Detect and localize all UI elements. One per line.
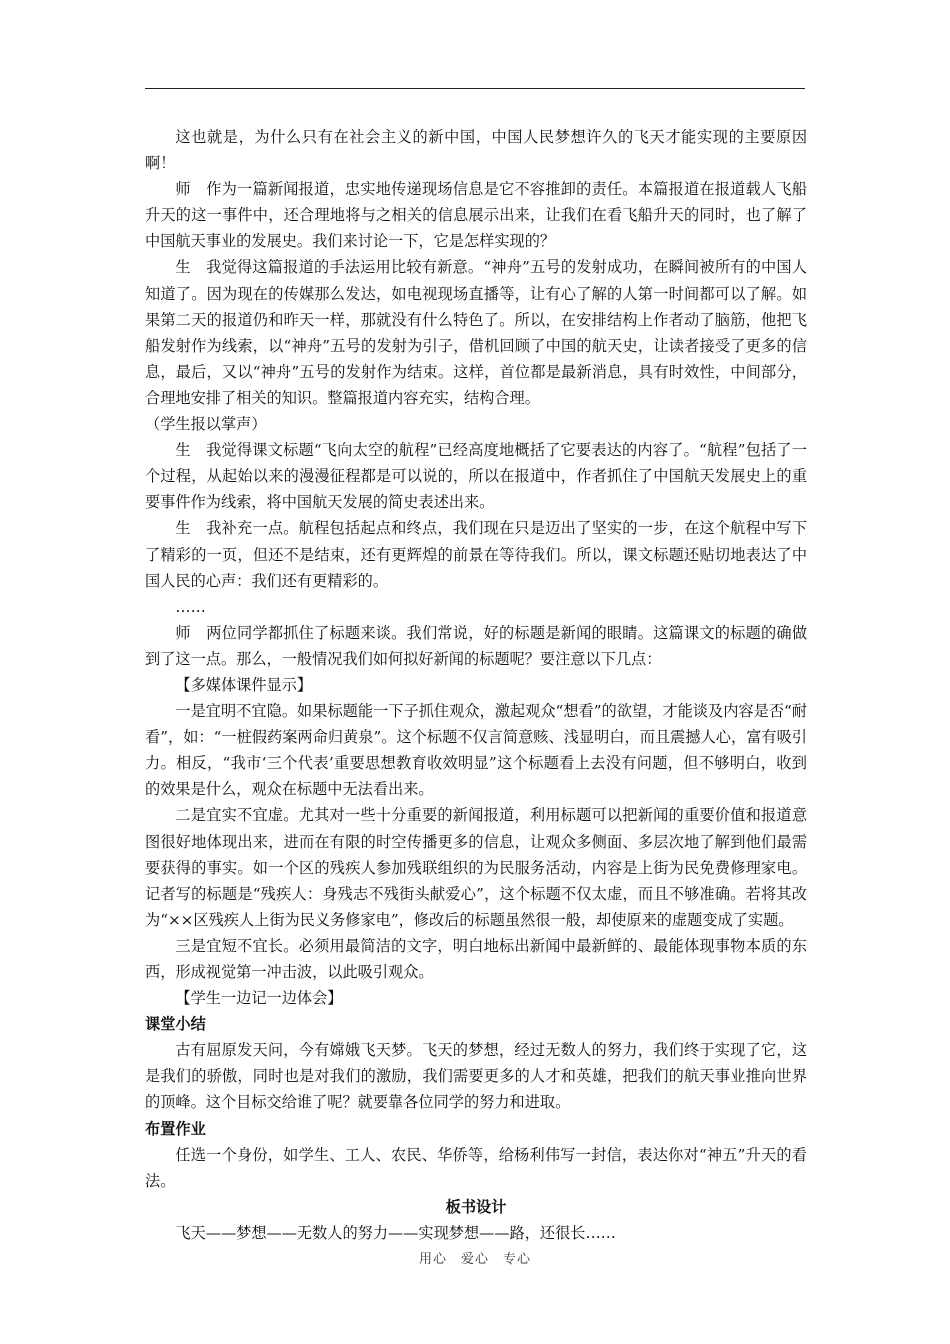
paragraph: 师 两位同学都抓住了标题来谈。我们常说，好的标题是新闻的眼睛。这篇课文的标题的确做到了这一点。那么，一般情况我们如何拟好新闻的标题呢？要注意以下几点：: [145, 623, 807, 668]
paragraph: 师 作为一篇新闻报道，忠实地传递现场信息是它不容推卸的责任。本篇报道在报道载人飞船升天的这一事件中，还合理地将与之相关的信息展示出来，让我们在看飞船升天的同时，也了解了中国航天事业的发展史。我们来讨论一下，它是怎样实现的？: [145, 180, 807, 251]
board-design-heading: 板书设计: [445, 1197, 507, 1216]
homework-text: 任选一个身份，如学生、工人、农民、华侨等，给杨利伟写一封信，表达你对“神五”升天的看法。: [145, 1145, 807, 1190]
homework-heading: 布置作业: [145, 1119, 206, 1138]
paragraph: 二是宜实不宜虚。尤其对一些十分重要的新闻报道，利用标题可以把新闻的重要价值和报道意图很好地体现出来，进而在有限的时空传播更多的信息，让观众多侧面、多层次地了解到他们最需要获得的事实。如一个区的残疾人参加残联组织的为民服务活动，内容是上街为民免费修理家电。记者写的标题是“残疾人：身残志不残街头献爱心”，这个标题不仅太虚，而且不够准确。若将其改为“××区残疾人上街为民义务修家电”，修改后的标题虽然很一般，却使原来的虚题变成了实题。: [145, 806, 807, 929]
paragraph: 生 我补充一点。航程包括起点和终点，我们现在只是迈出了坚实的一步，在这个航程中写下了精彩的一页，但还不是结束，还有更辉煌的前景在等待我们。所以，课文标题还贴切地表达了中国人民的心声：我们还有更精彩的。: [145, 519, 807, 590]
document-body: [145, 124, 807, 1246]
paragraph: 三是宜短不宜长。必须用最简洁的文字，明白地标出新闻中最新鲜的、最能体现事物本质的东西，形成视觉第一冲击波，以此吸引观众。: [145, 936, 807, 981]
bracket-note: 【多媒体课件显示】: [175, 675, 313, 694]
paragraph: 生 我觉得这篇报道的手法运用比较有新意。“神舟”五号的发射成功，在瞬间被所有的中国人知道了。因为现在的传媒那么发达，如电视现场直播等，让有心了解的人第一时间都可以了解。如果第二天的报道仍和昨天一样，那就没有什么特色了。所以，在安排结构上作者动了脑筋，他把飞船发射作为线索，以“神舟”五号的发射为引子，借机回顾了中国的航天史，让读者接受了更多的信息，最后，又以“神舟”五号的发射作为结束。这样，首位都是最新消息，具有时效性，中间部分，合理地安排了相关的知识。整篇报道内容充实，结构合理。: [145, 258, 807, 407]
paragraph: （学生报以掌声）: [145, 415, 267, 434]
bracket-note: 【学生一边记一边体会】: [175, 989, 343, 1008]
paragraph: 生 我觉得课文标题“飞向太空的航程”已经高度地概括了它要表达的内容了。“航程”包括了一个过程，从起始以来的漫漫征程都是可以说的，所以在报道中，作者抓住了中国航天发展史上的重要事件作为线索，将中国航天发展的简史表述出来。: [145, 441, 807, 512]
ellipsis: ……: [175, 597, 206, 616]
header-rule: [145, 88, 805, 89]
board-design-text: 飞天——梦想——无数人的努力——实现梦想——路，还很长……: [175, 1223, 616, 1242]
summary-heading: 课堂小结: [145, 1015, 206, 1034]
page-footer: 用心 爱心 专心: [418, 1252, 531, 1267]
paragraph: 这也就是，为什么只有在社会主义的新中国，中国人民梦想许久的飞天才能实现的主要原因啊！: [145, 128, 807, 173]
paragraph: 一是宜明不宜隐。如果标题能一下子抓住观众，激起观众“想看”的欲望，才能谈及内容是否“耐看”，如：“一桩假药案两命归黄泉”。这个标题不仅言简意赅、浅显明白，而且震撼人心，富有吸引力。相反，“我市‘三个代表’重要思想教育收效明显”这个标题看上去没有问题，但不够明白，收到的效果是什么，观众在标题中无法看出来。: [145, 702, 807, 799]
summary-text: 古有屈原发天问，今有嫦娥飞天梦。飞天的梦想，经过无数人的努力，我们终于实现了它，这是我们的骄傲，同时也是对我们的激励，我们需要更多的人才和英雄，把我们的航天事业推向世界的顶峰。这个目标交给谁了呢？就要靠各位同学的努力和进取。: [145, 1041, 807, 1112]
